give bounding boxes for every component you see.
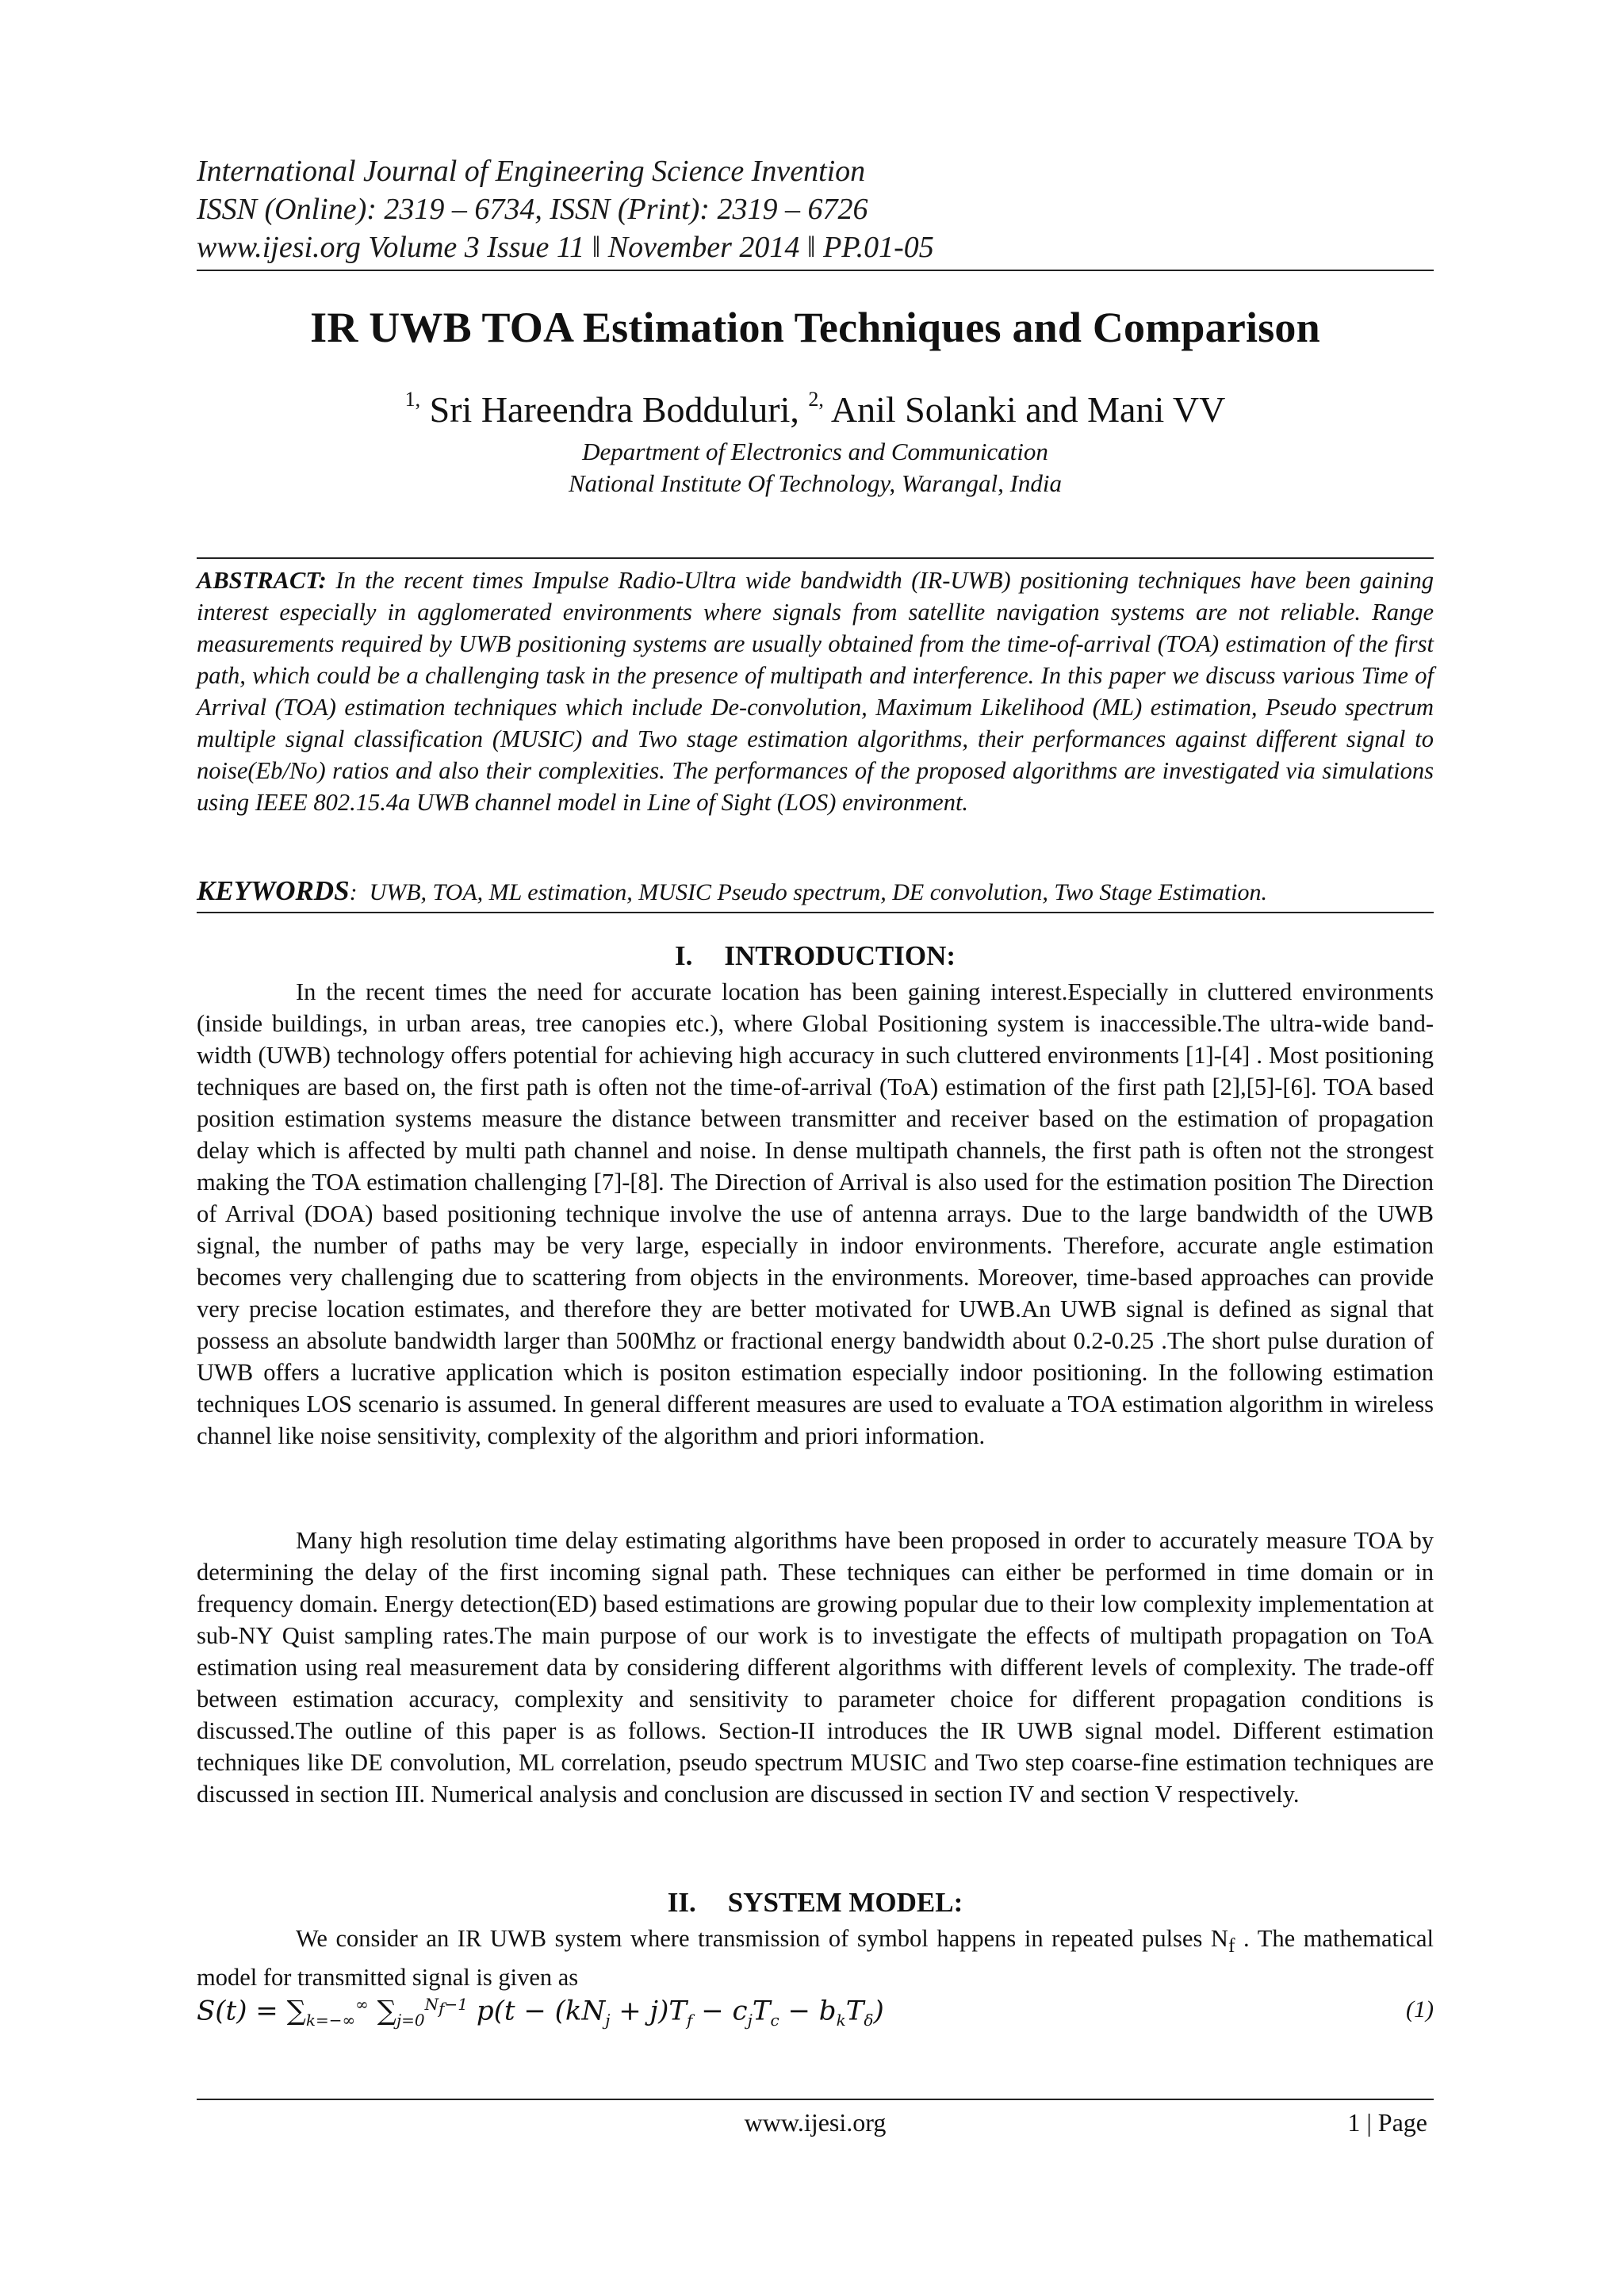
author-1-affil-mark: 1,: [404, 388, 421, 411]
journal-header: [197, 152, 1434, 266]
header-rule: [197, 270, 1434, 271]
section-2-paragraph-1: [197, 1923, 1434, 1993]
section-2-heading: [197, 1887, 1434, 1919]
section-1-paragraph-1-text: In the recent times the need for accurate location has been gaining interest.Especially in cluttered environments (inside buildings, in urban areas, tree canopies etc.), where Global Positioning system is inaccessible.The ultra-wide band-width (UWB) technology offers potential for achieving high accuracy in such cluttered environments [1]-[4] . Most positioning techniques are based on, the first path is often not the time-of-arrival (ToA) estimation of the first path [2],[5]-[6]. TOA based position estimation systems measure the distance between transmitter and receiver based on the estimation of propagation delay which is affected by multi path channel and noise. In dense multipath channels, the first path is often not the strongest making the TOA estimation challenging [7]-[8]. The Direction of Arrival is also used for the estimation position The Direction of Arrival (DOA) based positioning technique involve the use of antenna arrays. Due to the large bandwidth of the UWB signal, the number of paths may be very large, especially in indoor environments. Therefore, accurate angle estimation becomes very challenging due to scattering from objects in the environments. Moreover, time-based approaches can provide very precise location estimates, and therefore they are better motivated for UWB.An UWB signal is defined as signal that possess an absolute bandwidth larger than 500Mhz or fractional energy bandwidth about 0.2-0.25 .The short pulse duration of UWB offers a lucrative application which is positon estimation especially indoor positioning. In the following estimation techniques LOS scenario is assumed. In general different measures are used to evaluate a TOA estimation algorithm in wireless channel like noise sensitivity, complexity of the algorithm and priori information.: [197, 978, 1434, 1449]
section-2-number: II.: [667, 1887, 696, 1918]
journal-volume: www.ijesi.org Volume 3 Issue 11 ǁ November 2014 ǁ PP.01-05: [197, 231, 934, 264]
equation-1: [197, 1995, 1434, 2034]
section-2-pulses-subscript: f: [1228, 1934, 1235, 1957]
journal-issn: ISSN (Online): 2319 – 6734, ISSN (Print): 2319 – 6726: [197, 193, 868, 226]
section-2-title: SYSTEM MODEL:: [727, 1887, 963, 1918]
section-2-paragraph-1-text: We consider an IR UWB system where transmission of symbol happens in repeated pulses N: [296, 1925, 1228, 1952]
keywords-label: KEYWORDS: [197, 875, 350, 906]
footer-rule: [197, 2099, 1434, 2100]
equation-1-number: (1): [1406, 1996, 1434, 2022]
abstract-label: ABSTRACT:: [197, 567, 327, 594]
equation-1-formula: $S(t) = \sum_{k=-\infty}^\infty$ $\sum_{j=0}^{N_f-1}$ $p(t - (kN_j + j)T_f - c_jT_c - b_kT_\delta)$: [197, 1995, 884, 2030]
abstract: [197, 564, 1434, 818]
paper-title: IR UWB TOA Estimation Techniques and Comparison: [310, 304, 1320, 351]
author-1: Sri Hareendra Bodduluri,: [429, 389, 799, 430]
footer-url: www.ijesi.org: [744, 2108, 887, 2137]
abstract-top-rule: [197, 557, 1434, 559]
section-1-title: INTRODUCTION:: [724, 940, 956, 971]
section-2-paragraph-1-tail: . The mathematical model for transmitted signal is given as: [197, 1925, 1434, 1992]
keywords-colon: :: [349, 879, 358, 905]
keywords-text: UWB, TOA, ML estimation, MUSIC Pseudo spectrum, DE convolution, Two Stage Estimation.: [369, 879, 1268, 905]
affiliation-institute: National Institute Of Technology, Warangal, India: [568, 469, 1063, 497]
abstract-text: In the recent times Impulse Radio-Ultra wide bandwidth (IR-UWB) positioning techniques have been gaining interest especially in agglomerated environments where signals from satellite navigation systems are not reliable. Range measurements required by UWB positioning systems are usually obtained from the time-of-arrival (TOA) estimation of the first path, which could be a challenging task in the presence of multipath and interference. In this paper we discuss various Time of Arrival (TOA) estimation techniques which include De-convolution, Maximum Likelihood (ML) estimation, Pseudo spectrum multiple signal classification (MUSIC) and Two stage estimation algorithms, their performances against different signal to noise(Eb/No) ratios and also their complexities. The performances of the proposed algorithms are investigated via simulations using IEEE 802.15.4a UWB channel model in Line of Sight (LOS) environment.: [197, 567, 1434, 816]
section-1-paragraph-2: [197, 1525, 1434, 1810]
journal-name: International Journal of Engineering Science Invention: [197, 155, 866, 188]
section-1-heading: [197, 940, 1434, 972]
footer-page-number: 1 | Page: [1347, 2108, 1427, 2137]
author-2: Anil Solanki and Mani VV: [830, 389, 1226, 430]
section-1-number: I.: [674, 940, 693, 971]
keywords-rule: [197, 912, 1434, 913]
section-1-paragraph-1: [197, 976, 1434, 1452]
keywords: [197, 875, 1434, 909]
section-1-paragraph-2-text: Many high resolution time delay estimating algorithms have been proposed in order to accurately measure TOA by determining the delay of the first incoming signal path. These techniques can either be performed in time domain or in frequency domain. Energy detection(ED) based estimations are growing popular due to their low complexity implementation at sub-NY Quist sampling rates.The main purpose of our work is to investigate the effects of multipath propagation on ToA estimation using real measurement data by considering different algorithms with different levels of complexity. The trade-off between estimation accuracy, complexity and sensitivity to parameter choice for different propagation conditions is discussed.The outline of this paper is as follows. Section-II introduces the IR UWB signal model. Different estimation techniques like DE convolution, ML correlation, pseudo spectrum MUSIC and Two step coarse-fine estimation techniques are discussed in section III. Numerical analysis and conclusion are discussed in section IV and section V respectively.: [197, 1527, 1434, 1808]
author-2-affil-mark: 2,: [808, 388, 824, 411]
author-line: [197, 388, 1434, 430]
affiliation-dept: Department of Electronics and Communication: [582, 438, 1048, 465]
